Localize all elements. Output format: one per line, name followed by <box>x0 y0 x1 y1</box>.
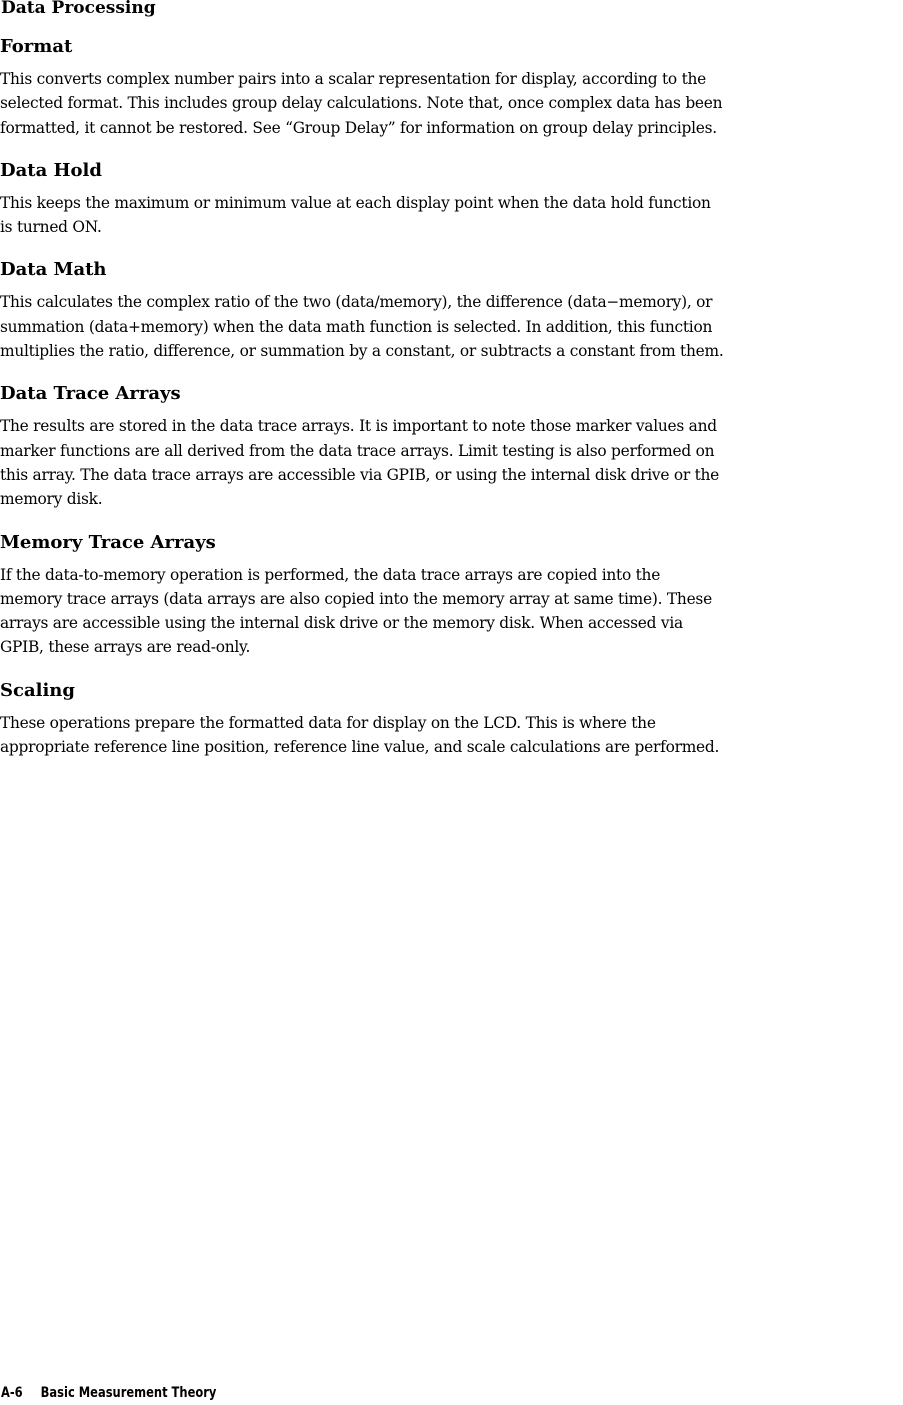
paragraph-line: This converts complex number pairs into a scalar representation for display, according to the <box>0 70 707 88</box>
section-memory-trace-arrays <box>0 532 903 660</box>
paragraph-line: arrays are accessible using the internal disk drive or the memory disk. When accessed via <box>0 614 683 633</box>
page-footer <box>1 1384 216 1402</box>
paragraph-line: This keeps the maximum or minimum value at each display point when the data hold function <box>0 193 711 212</box>
section-paragraph <box>0 711 903 760</box>
paragraph-line: summation (data+memory) when the data math function is selected. In addition, this function <box>0 317 713 336</box>
section-paragraph <box>0 414 903 511</box>
section-heading: Memory Trace Arrays <box>0 531 216 553</box>
section-heading: Data Hold <box>0 159 102 181</box>
document-body <box>0 36 903 779</box>
page-number: A-6 <box>1 1385 23 1401</box>
paragraph-line: memory trace arrays (data arrays are also copied into the memory array at same time). These <box>0 589 712 608</box>
paragraph-line: memory disk. <box>0 490 103 509</box>
section-paragraph <box>0 191 903 240</box>
section-paragraph <box>0 290 903 363</box>
section-data-math <box>0 259 903 363</box>
paragraph-line: These operations prepare the formatted data for display on the LCD. This is where the <box>0 713 656 732</box>
paragraph-line: selected format. This includes group delay calculations. Note that, once complex data has been <box>0 94 723 113</box>
paragraph-line: marker functions are all derived from the data trace arrays. Limit testing is also performed on <box>0 441 715 460</box>
section-heading: Data Trace Arrays <box>0 383 181 405</box>
section-heading: Scaling <box>0 679 75 701</box>
paragraph-line: This calculates the complex ratio of the two (data/memory), the difference (data−memory), or <box>0 293 713 312</box>
chapter-title: Basic Measurement Theory <box>40 1385 217 1401</box>
paragraph-line: is turned ON. <box>0 218 102 237</box>
section-heading: Format <box>0 36 73 57</box>
paragraph-line: If the data-to-memory operation is performed, the data trace arrays are copied into the <box>0 565 661 584</box>
section-heading: Data Math <box>0 259 107 281</box>
paragraph-line: multiplies the ratio, difference, or summation by a constant, or subtracts a constant from them. <box>0 342 724 361</box>
paragraph-line: GPIB, these arrays are read-only. <box>0 638 251 657</box>
paragraph-line: appropriate reference line position, reference line value, and scale calculations are performed. <box>0 738 720 757</box>
paragraph-line: formatted, it cannot be restored. See “Group Delay” for information on group delay principles. <box>0 118 717 137</box>
section-data-hold <box>0 160 903 240</box>
section-format <box>0 36 903 140</box>
section-paragraph <box>0 67 903 140</box>
section-data-trace-arrays <box>0 383 903 511</box>
section-paragraph <box>0 563 903 660</box>
page-header: Data Processing <box>1 0 156 18</box>
paragraph-line: The results are stored in the data trace arrays. It is important to note those marker values and <box>0 417 717 436</box>
paragraph-line: this array. The data trace arrays are accessible via GPIB, or using the internal disk drive or the <box>0 465 720 484</box>
section-scaling <box>0 680 903 760</box>
